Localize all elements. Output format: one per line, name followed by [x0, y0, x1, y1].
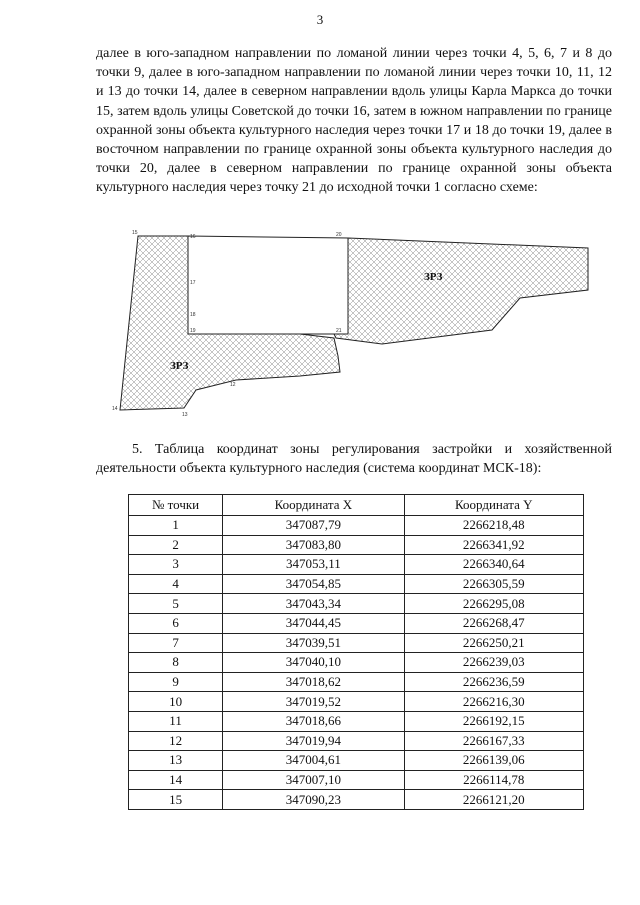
table-caption: 5. Таблица координат зоны регулирования застройки и хозяйственной деятельности объекта культурного наследия (система координат МСК-18):: [96, 442, 612, 477]
table-row: [129, 731, 584, 751]
table-row: [129, 751, 584, 771]
coordinate-x-cell: 347007,10: [223, 770, 404, 790]
coordinates-table: [128, 494, 584, 810]
point-number-cell: 3: [129, 555, 223, 575]
point-number-cell: 11: [129, 711, 223, 731]
coordinate-x-cell: 347090,23: [223, 790, 404, 810]
point-label: 13: [182, 412, 188, 418]
point-number-cell: 12: [129, 731, 223, 751]
point-number-cell: 10: [129, 692, 223, 712]
coordinate-x-cell: 347004,61: [223, 751, 404, 771]
table-row: [129, 633, 584, 653]
coordinate-x-cell: 347018,66: [223, 711, 404, 731]
point-number-cell: 13: [129, 751, 223, 771]
table-row: [129, 594, 584, 614]
coordinate-x-cell: 347087,79: [223, 516, 404, 536]
coordinate-y-cell: 2266167,33: [404, 731, 583, 751]
table-row: [129, 770, 584, 790]
coordinate-x-cell: 347083,80: [223, 535, 404, 555]
point-number-cell: 2: [129, 535, 223, 555]
coordinate-x-cell: 347019,52: [223, 692, 404, 712]
coordinate-x-cell: 347040,10: [223, 653, 404, 673]
coordinate-y-cell: 2266340,64: [404, 555, 583, 575]
point-label: 12: [230, 382, 236, 388]
coordinate-y-cell: 2266114,78: [404, 770, 583, 790]
point-label: 20: [336, 232, 342, 238]
zone-polygon-east: [334, 238, 588, 344]
body-paragraph: далее в юго-западном направлении по ломаной линии через точки 4, 5, 6, 7 и 8 до точки 9, далее в юго-западном направлении по ломаной линии через точки 10, 11, 12 и 13 до точки 14, далее в северном направлении вдоль улицы Карла Маркса до точки 15, затем вдоль улицы Советской до точки 16, затем в южном направлении по границе охранной зоны объекта культурного наследия через точки 17 и 18 до точки 19, далее в восточном направлении по границе охранной зоны объекта культурного наследия до точки 20, далее в северном направлении по границе охранной зоны объекта культурного наследия через точку 21 до исходной точки 1 согласно схеме:: [96, 46, 612, 196]
coordinate-x-cell: 347019,94: [223, 731, 404, 751]
coordinate-y-cell: 2266341,92: [404, 535, 583, 555]
table-row: [129, 790, 584, 810]
point-label: 18: [190, 312, 196, 318]
table-row: [129, 672, 584, 692]
point-label: 21: [336, 328, 342, 334]
point-number-cell: 15: [129, 790, 223, 810]
coordinate-x-cell: 347053,11: [223, 555, 404, 575]
table-row: [129, 516, 584, 536]
point-number-cell: 8: [129, 653, 223, 673]
zone-scheme-diagram: [110, 226, 600, 426]
coordinate-y-cell: 2266218,48: [404, 516, 583, 536]
coordinate-x-cell: 347039,51: [223, 633, 404, 653]
point-number-cell: 6: [129, 613, 223, 633]
zone-label-west: ЗРЗ: [170, 360, 189, 372]
protection-zone-gap: [188, 236, 348, 334]
coordinate-y-cell: 2266192,15: [404, 711, 583, 731]
table-row: [129, 613, 584, 633]
header-coordinate-y: Координата Y: [404, 495, 583, 516]
coordinate-y-cell: 2266216,30: [404, 692, 583, 712]
coordinate-y-cell: 2266239,03: [404, 653, 583, 673]
point-number-cell: 4: [129, 574, 223, 594]
coordinate-y-cell: 2266121,20: [404, 790, 583, 810]
coordinate-y-cell: 2266268,47: [404, 613, 583, 633]
coordinate-x-cell: 347018,62: [223, 672, 404, 692]
point-label: 19: [190, 328, 196, 334]
point-label: 15: [132, 230, 138, 236]
table-header-row: [129, 495, 584, 516]
point-number-cell: 7: [129, 633, 223, 653]
point-label: 16: [190, 234, 196, 240]
point-number-cell: 1: [129, 516, 223, 536]
coordinate-y-cell: 2266305,59: [404, 574, 583, 594]
header-point-number: № точки: [129, 495, 223, 516]
coordinate-x-cell: 347044,45: [223, 613, 404, 633]
coordinate-y-cell: 2266250,21: [404, 633, 583, 653]
table-row: [129, 555, 584, 575]
point-number-cell: 5: [129, 594, 223, 614]
table-row: [129, 711, 584, 731]
point-number-cell: 9: [129, 672, 223, 692]
zone-label-east: ЗРЗ: [424, 271, 443, 283]
table-row: [129, 692, 584, 712]
coordinate-y-cell: 2266236,59: [404, 672, 583, 692]
coordinate-x-cell: 347043,34: [223, 594, 404, 614]
point-label: 14: [112, 406, 118, 412]
table-row: [129, 535, 584, 555]
table-body: [129, 516, 584, 810]
table-row: [129, 653, 584, 673]
table-row: [129, 574, 584, 594]
page-number: 3: [316, 12, 324, 27]
point-number-cell: 14: [129, 770, 223, 790]
coordinate-y-cell: 2266295,08: [404, 594, 583, 614]
coordinate-y-cell: 2266139,06: [404, 751, 583, 771]
coordinate-x-cell: 347054,85: [223, 574, 404, 594]
header-coordinate-x: Координата X: [223, 495, 404, 516]
point-label: 17: [190, 280, 196, 286]
